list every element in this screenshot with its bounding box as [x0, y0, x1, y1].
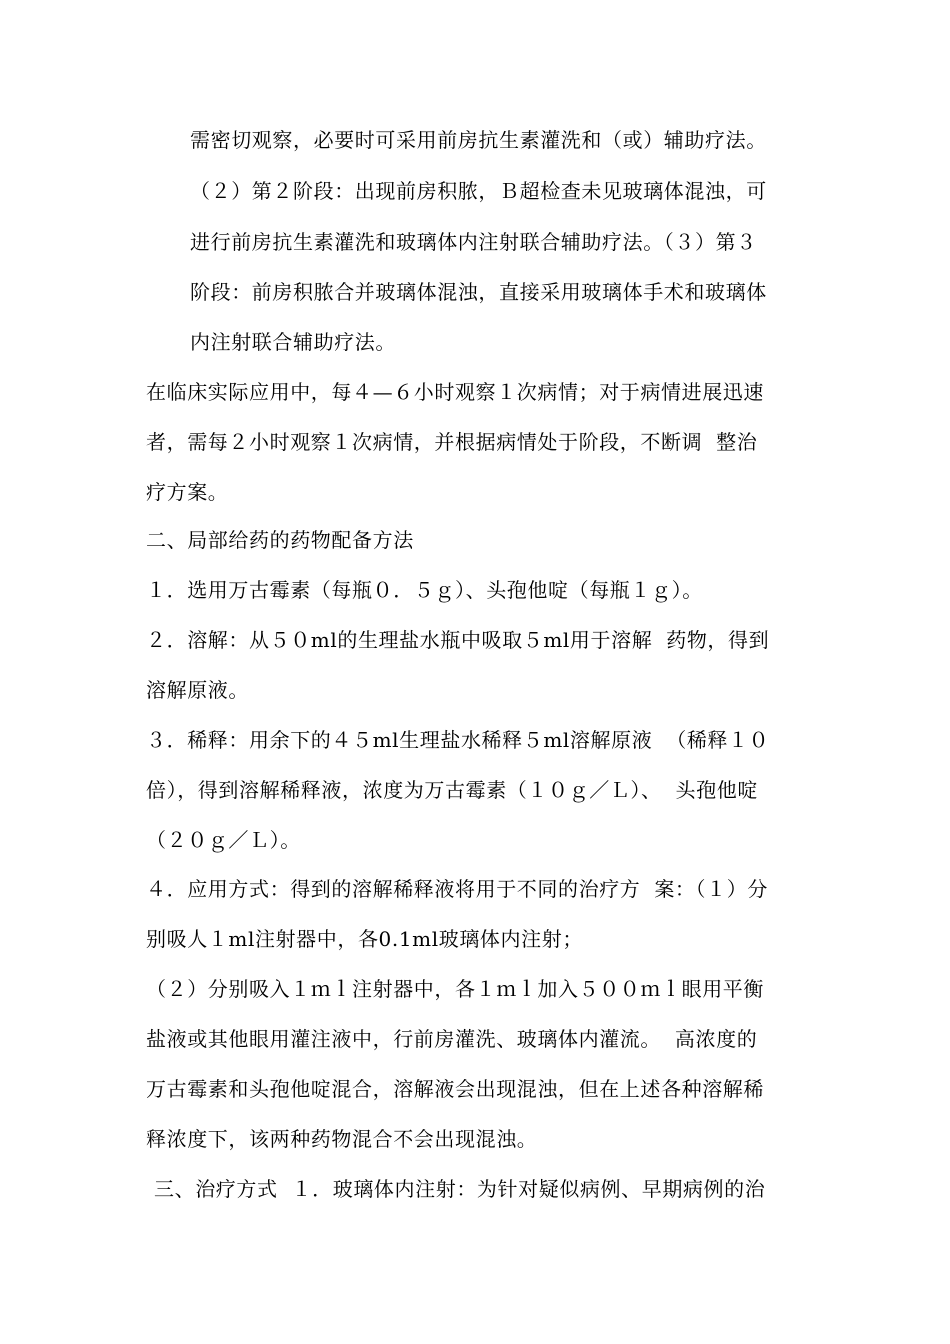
text-line: 者，需每２小时观察１次病情，并根据病情处于阶段，不断调 整治	[146, 430, 758, 454]
text-line: 倍），得到溶解稀释液，浓度为万古霉素（１０ｇ／Ｌ）、 头孢他啶	[146, 778, 758, 802]
text-line: 阶段：前房积脓合并玻璃体混浊，直接采用玻璃体手术和玻璃体	[190, 280, 767, 304]
text-line: 需密切观察，必要时可采用前房抗生素灌洗和（或）辅助疗法。	[190, 128, 767, 152]
text-line: 万古霉素和头孢他啶混合，溶解液会出现混浊，但在上述各种溶解稀	[146, 1077, 764, 1101]
text-line: ３．稀释：用余下的４５ml生理盐水稀释５ml溶解原液 （稀释１０	[146, 728, 770, 752]
text-line: 释浓度下，该两种药物混合不会出现混浊。	[146, 1127, 538, 1151]
text-line: 在临床实际应用中，每４—６小时观察１次病情；对于病情进展迅速	[146, 380, 764, 404]
text-line: 别吸人１ml注射器中，各0.1ml玻璃体内注射；	[146, 927, 583, 951]
section-heading: 三、治疗方式 １．玻璃体内注射：为针对疑似病例、早期病例的治	[154, 1177, 766, 1201]
text-line: 疗方案。	[146, 480, 229, 504]
text-line: 进行前房抗生素灌洗和玻璃体内注射联合辅助疗法。（３）第３	[190, 230, 757, 254]
text-line: （２０ｇ／Ｌ）。	[146, 828, 301, 852]
text-line: 溶解原液。	[146, 678, 249, 702]
text-line: （２）分别吸入１ｍｌ注射器中，各１ｍｌ加入５００ｍｌ眼用平衡	[146, 977, 764, 1001]
text-line: ２．溶解：从５０ml的生理盐水瓶中吸取５ml用于溶解 药物，得到	[146, 628, 770, 652]
section-heading: 二、局部给药的药物配备方法	[146, 528, 414, 552]
text-line: 盐液或其他眼用灌注液中，行前房灌洗、玻璃体内灌流。 高浓度的	[146, 1027, 758, 1051]
text-line: 内注射联合辅助疗法。	[190, 330, 396, 354]
text-line: （２）第２阶段：出现前房积脓，Ｂ超检查未见玻璃体混浊，可	[190, 179, 767, 203]
text-line: ４．应用方式：得到的溶解稀释液将用于不同的治疗方 案：（１）分	[146, 877, 768, 901]
text-line: １．选用万古霉素（每瓶０．５ｇ）、头孢他啶（每瓶１ｇ）。	[146, 578, 703, 602]
